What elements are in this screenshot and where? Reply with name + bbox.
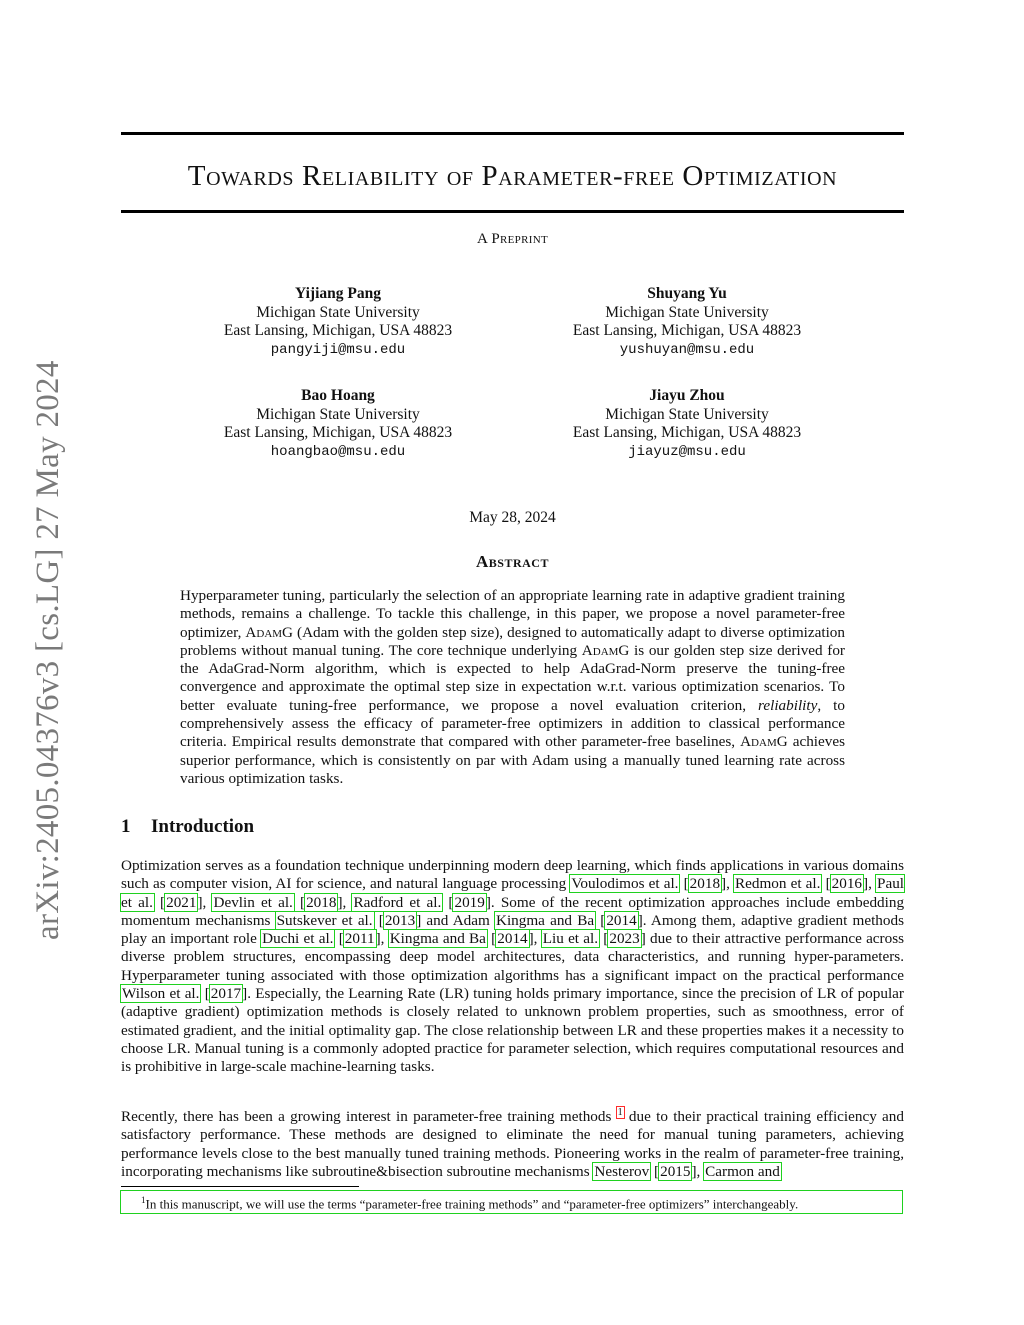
title-bottom-rule <box>121 210 904 213</box>
citation-year-link[interactable]: 2016 <box>831 875 863 893</box>
citation-year-link[interactable]: 2019 <box>454 893 485 911</box>
citation-link[interactable]: Kingma and Ba <box>389 930 486 948</box>
author-name: Shuyang Yu <box>647 285 727 302</box>
author-affiliation: Michigan State University <box>605 405 769 423</box>
footnote-reference-link[interactable]: 1 <box>617 1107 623 1118</box>
section-heading <box>121 816 254 838</box>
author-name: Bao Hoang <box>301 387 375 404</box>
citation-year-link[interactable]: 2023 <box>609 930 640 948</box>
footnote-divider <box>121 1186 359 1187</box>
arxiv-identifier-stamp: arXiv:2405.04376v3 [cs.LG] 27 May 2024 <box>30 360 66 940</box>
citation-link[interactable]: Nesterov <box>594 1162 650 1180</box>
author-affiliation: Michigan State University <box>605 303 769 321</box>
title-top-rule <box>121 132 904 135</box>
author-email[interactable]: yushuyan@msu.edu <box>619 341 755 358</box>
author-name: Jiayu Zhou <box>649 387 725 404</box>
author-block <box>188 285 488 359</box>
footnote[interactable] <box>121 1191 902 1213</box>
intro-paragraph: Recently, there has been a growing interest in parameter-free training methods $^1$ due to their practical training efficiency and satisfactory performance. These methods are designed to eliminate the need for manual tuning parameters, achieving performance levels close to the best manually tuned training methods. Pioneering works in the realm of parameter-free training, incorporating mechanisms like subroutine&bisection subroutine mechanisms Nesterov [2015], Carmon and <box>121 1107 904 1180</box>
citation-year-link[interactable]: 2018 <box>306 893 337 911</box>
citation-year-link[interactable]: 2011 <box>344 930 375 948</box>
abstract-text: Hyperparameter tuning, particularly the selection of an appropriate learning rate in adaptive gradient training methods, remains a challenge. To tackle this challenge, in this paper, we propose a novel parameter-free optimizer, AdamG (Adam with the golden step size), designed to automatically adapt to diverse optimization problems without manual tuning. The core technique underlying AdamG is our golden step size derived for the AdaGrad-Norm algorithm, which is expected to help AdaGrad-Norm preserve the tuning-free convergence and approximate the optimal step size in expectation w.r.t. various optimization scenarios. To better evaluate tuning-free performance, we propose a novel evaluation criterion, reliability, to comprehensively assess the efficacy of parameter-free optimizers in addition to classical performance criteria. Empirical results demonstrate that compared with other parameter-free baselines, AdamG achieves superior performance, which is consistently on par with Adam using a manually tuned learning rate across various optimization tasks. <box>180 587 845 787</box>
author-address: East Lansing, Michigan, USA 48823 <box>223 424 453 441</box>
footnote-mark: 1 <box>141 1195 146 1205</box>
citation-year-link[interactable]: 2015 <box>660 1162 691 1180</box>
citation-year-link[interactable]: 2014 <box>497 930 528 948</box>
citation-link[interactable]: Wilson et al. <box>122 985 200 1003</box>
citation-link[interactable]: Redmon et al. <box>735 875 821 893</box>
citation-year-link[interactable]: 2021 <box>166 893 197 911</box>
citation-link[interactable]: Duchi et al. <box>262 930 334 948</box>
citation-link[interactable]: Liu et al. <box>542 930 599 948</box>
method-name: AdamG <box>581 641 630 659</box>
citation-link[interactable]: Radford et al. <box>353 893 442 911</box>
citation-link[interactable]: Kingma and Ba <box>495 911 595 929</box>
section-title: Introduction <box>151 816 255 837</box>
citation-year-link[interactable]: 2017 <box>210 985 242 1003</box>
method-name: AdamG <box>740 733 788 751</box>
citation-year-link[interactable]: 2014 <box>606 911 637 929</box>
paper-title: Towards Reliability of Parameter-free Optimization <box>187 160 838 192</box>
author-name: Yijiang Pang <box>295 285 381 302</box>
author-block <box>537 387 837 461</box>
citation-year-link[interactable]: 2018 <box>689 875 721 893</box>
citation-link[interactable]: Paul et al. <box>121 875 905 911</box>
citation-link[interactable]: Carmon and <box>705 1162 780 1180</box>
citation-year-link[interactable]: 2013 <box>384 911 416 929</box>
citation-link[interactable]: Voulodimos et al. <box>571 875 679 893</box>
author-block <box>537 285 837 359</box>
author-address: East Lansing, Michigan, USA 48823 <box>223 322 453 339</box>
author-email[interactable]: jiayuz@msu.edu <box>628 443 746 460</box>
author-affiliation: Michigan State University <box>256 405 420 423</box>
author-email[interactable]: hoangbao@msu.edu <box>270 443 406 460</box>
footnote-text: In this manuscript, we will use the terms “parameter-free training methods” and “parameter-free optimizers” interchangeably. <box>145 1196 799 1212</box>
author-address: East Lansing, Michigan, USA 48823 <box>572 424 802 441</box>
paper-date: May 28, 2024 <box>469 509 556 526</box>
author-email[interactable]: pangyiji@msu.edu <box>270 341 406 358</box>
citation-link[interactable]: Sutskever et al. <box>276 911 373 929</box>
author-address: East Lansing, Michigan, USA 48823 <box>572 322 802 339</box>
abstract-heading: Abstract <box>476 552 549 571</box>
emphasis-term: reliability <box>758 696 818 714</box>
method-name: AdamG <box>245 623 294 641</box>
section-number: 1 <box>121 816 131 837</box>
author-block <box>188 387 488 461</box>
intro-paragraph: Optimization serves as a foundation technique underpinning modern deep learning, which finds applications in various domains such as computer vision, AI for science, and natural language processing Voulodimos et al. [2018], Redmon et al. [2016], Paul et al. [2021], Devlin et al. [2018], Radford et al. [2019]. Some of the recent optimization approaches include embedding momentum mechanisms Sutskever et al. [2013] and Adam Kingma and Ba [2014]. Among them, adaptive gradient methods play an important role Duchi et al. [2011], Kingma and Ba [2014], Liu et al. [2023] due to their attractive performance across diverse problem structures, encompassing deep model architectures, data characteristics, and running hyper-parameters. Hyperparameter tuning associated with those optimization algorithms has a significant impact on the practical performance Wilson et al. [2017]. Especially, the Learning Rate (LR) tuning holds primary importance, since the precision of LR of popular (adaptive gradient) optimization methods is closely related to unknown problem properties, such as smoothness, error of estimated gradient, and the initial optimality gap. The close relationship between LR and these properties makes it a necessity to choose LR. Manual tuning is a commonly adopted practice for parameter selection, which requires computational resources and is prohibitive in large-scale machine-learning tasks. <box>121 857 905 1076</box>
author-affiliation: Michigan State University <box>256 303 420 321</box>
citation-link[interactable]: Devlin et al. <box>213 893 293 911</box>
preprint-label: A Preprint <box>477 231 548 247</box>
